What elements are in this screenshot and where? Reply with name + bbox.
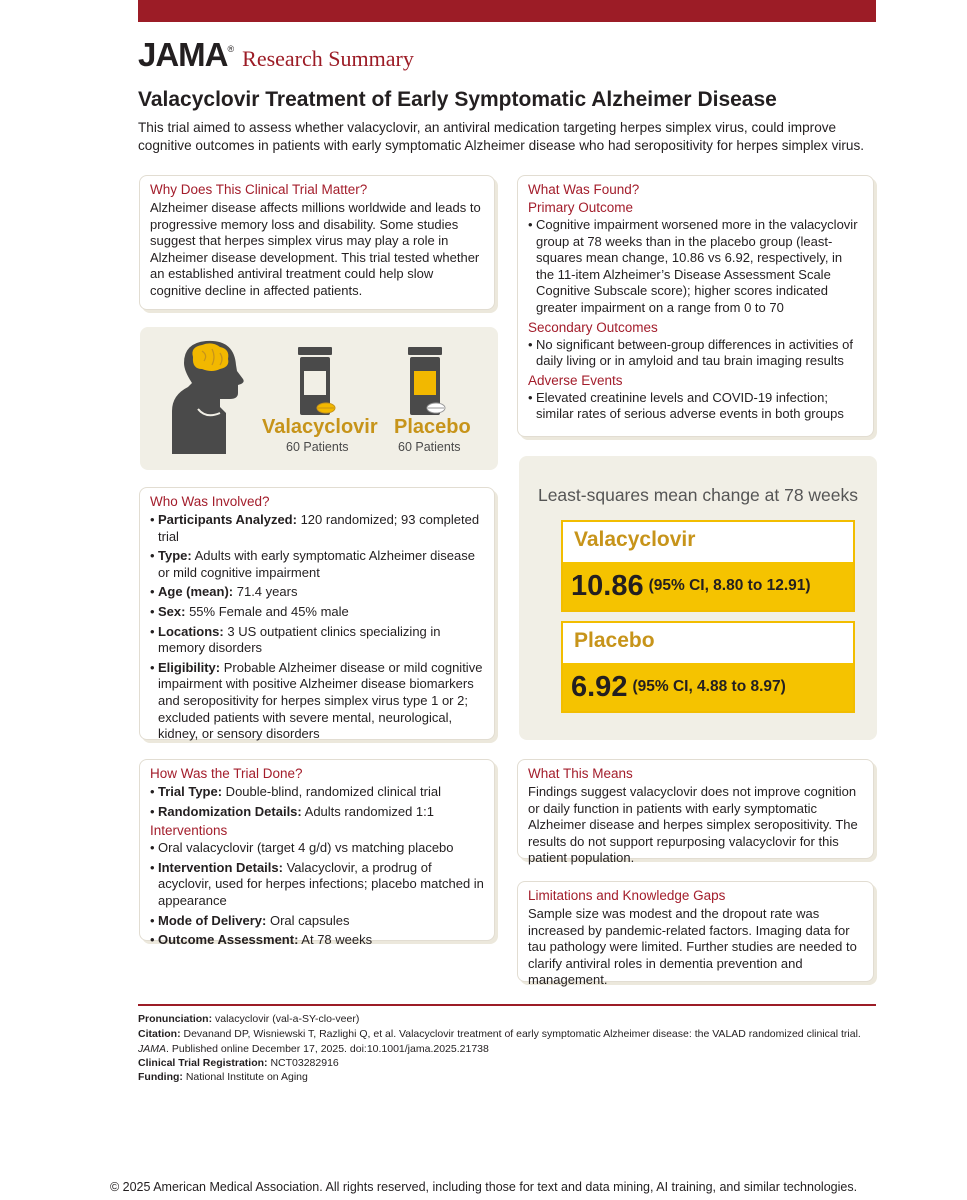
limitations-heading: Limitations and Knowledge Gaps bbox=[528, 888, 726, 903]
why-heading: Why Does This Clinical Trial Matter? bbox=[150, 182, 368, 197]
page-title: Valacyclovir Treatment of Early Symptomatic Alzheimer Disease bbox=[138, 88, 777, 111]
pronunciation-line: Pronunciation: valacyclovir (val-a-SY-clo-veer) bbox=[138, 1013, 360, 1025]
list-item: • Trial Type: Double-blind, randomized clinical trial bbox=[150, 784, 484, 801]
means-card bbox=[517, 759, 874, 866]
funding-line: Funding: National Institute on Aging bbox=[138, 1071, 308, 1083]
top-accent-bar bbox=[138, 0, 876, 22]
placebo-result-box bbox=[561, 621, 855, 713]
secondary-outcomes-text: • No significant between-group differences in activities of daily living or in amyloid and tau brain imaging results bbox=[528, 337, 863, 370]
how-heading: How Was the Trial Done? bbox=[150, 766, 303, 781]
found-heading: What Was Found? bbox=[528, 182, 640, 197]
means-body: Findings suggest valacyclovir does not improve cognition or daily function in patients with early symptomatic Alzheimer disease and herpes simplex seropositivity. The results do not support repurposing valacyclovir for this patient population. bbox=[528, 784, 858, 866]
results-title: Least-squares mean change at 78 weeks bbox=[537, 485, 859, 505]
list-item: • Oral valacyclovir (target 4 g/d) vs matching placebo bbox=[150, 840, 484, 857]
results-panel bbox=[519, 456, 877, 740]
valacyclovir-result-box bbox=[561, 520, 855, 612]
brand-registered-mark: ® bbox=[227, 44, 235, 54]
citation-line: Citation: Devanand DP, Wisniewski T, Razlighi Q, et al. Valacyclovir treatment of early symptomatic Alzheimer disease: the VALAD randomized clinical trial. JAMA. Published online December 17, 2025. doi:10.1001/jama.2025.21738 bbox=[138, 1028, 861, 1055]
intro-text: This trial aimed to assess whether valacyclovir, an antiviral medication targeting herpes simplex virus, could improve cognitive outcomes in patients with early symptomatic Alzheimer disease who had seropositivity for herpes simplex virus. bbox=[138, 120, 865, 153]
placebo-result-ci: (95% CI, 4.88 to 8.97) bbox=[632, 678, 786, 695]
valacyclovir-group-label: Valacyclovir bbox=[262, 416, 378, 438]
limitations-body: Sample size was modest and the dropout rate was increased by pandemic-related factors. Imaging data for tau pathology were limited. Further studies are needed to clarify antiviral roles in dementia prevention and management. bbox=[528, 906, 857, 988]
valacyclovir-result-value: 10.86 bbox=[571, 569, 644, 602]
placebo-group-count: 60 Patients bbox=[398, 440, 461, 454]
product-name: Research Summary bbox=[242, 46, 414, 71]
secondary-outcomes-heading: Secondary Outcomes bbox=[528, 319, 658, 335]
valacyclovir-result-name: Valacyclovir bbox=[563, 522, 853, 562]
how-list bbox=[150, 784, 484, 820]
why-body: Alzheimer disease affects millions worldwide and leads to progressive memory loss and disability. Some studies suggest that herpes simplex virus may play a role in Alzheimer disease development. This trial tested whether an established antiviral treatment could help slow cognitive decline in affected patients. bbox=[150, 200, 481, 298]
brand-name: JAMA bbox=[138, 36, 228, 73]
how-card bbox=[139, 759, 495, 948]
list-item: • Type: Adults with early symptomatic Alzheimer disease or mild cognitive impairment bbox=[150, 548, 484, 581]
list-item: • Outcome Assessment: At 78 weeks bbox=[150, 932, 484, 949]
limitations-card bbox=[517, 881, 874, 988]
primary-outcome-heading: Primary Outcome bbox=[528, 200, 634, 215]
list-item: • Randomization Details: Adults randomized 1:1 bbox=[150, 804, 484, 821]
valacyclovir-bottle-icon bbox=[298, 347, 335, 415]
list-item: • Participants Analyzed: 120 randomized; 93 completed trial bbox=[150, 512, 484, 545]
head-brain-icon bbox=[172, 341, 244, 454]
registration-line: Clinical Trial Registration: NCT03282916 bbox=[138, 1057, 339, 1069]
placebo-bottle-icon bbox=[408, 347, 445, 415]
adverse-events-heading: Adverse Events bbox=[528, 372, 623, 388]
valacyclovir-result-ci: (95% CI, 8.80 to 12.91) bbox=[648, 577, 811, 594]
who-list bbox=[150, 512, 484, 743]
found-card bbox=[517, 175, 874, 437]
list-item: • Mode of Delivery: Oral capsules bbox=[150, 913, 484, 930]
list-item: • Age (mean): 71.4 years bbox=[150, 584, 484, 601]
means-heading: What This Means bbox=[528, 766, 633, 781]
jama-logo bbox=[138, 36, 414, 74]
list-item: • Intervention Details: Valacyclovir, a prodrug of acyclovir, used for herpes infections; placebo matched in appearance bbox=[150, 860, 484, 910]
trial-groups-graphic bbox=[140, 327, 498, 470]
footer-divider bbox=[138, 1004, 876, 1006]
who-card bbox=[139, 487, 495, 740]
valacyclovir-group-count: 60 Patients bbox=[286, 440, 349, 454]
primary-outcome-text: • Cognitive impairment worsened more in the valacyclovir group at 78 weeks than in the placebo group (least-squares mean change, 10.86 vs 6.92, respectively, in the 11-item Alzheimer’s Disease Assessment Scale Cognitive Subscale score); higher scores indicated greater impairment on a range from 0 to 70 bbox=[528, 217, 863, 317]
interventions-list bbox=[150, 840, 484, 949]
placebo-group-label: Placebo bbox=[394, 416, 471, 438]
placebo-result-value: 6.92 bbox=[571, 670, 628, 703]
adverse-events-text: • Elevated creatinine levels and COVID-19 infection; similar rates of serious adverse events in both groups bbox=[528, 390, 863, 423]
who-heading: Who Was Involved? bbox=[150, 494, 270, 509]
why-card bbox=[139, 175, 495, 310]
copyright-notice: © 2025 American Medical Association. All rights reserved, including those for text and data mining, AI training, and similar technologies. bbox=[109, 1180, 858, 1194]
list-item: • Sex: 55% Female and 45% male bbox=[150, 604, 484, 621]
list-item: • Eligibility: Probable Alzheimer disease or mild cognitive impairment with positive Alzheimer disease biomarkers and seropositivity for herpes simplex virus type 1 or 2; excluded patients with severe mental, neurological, kidney, or sensory disorders bbox=[150, 660, 484, 743]
list-item: • Locations: 3 US outpatient clinics specializing in memory disorders bbox=[150, 624, 484, 657]
interventions-heading: Interventions bbox=[150, 823, 228, 839]
placebo-result-name: Placebo bbox=[563, 623, 853, 663]
